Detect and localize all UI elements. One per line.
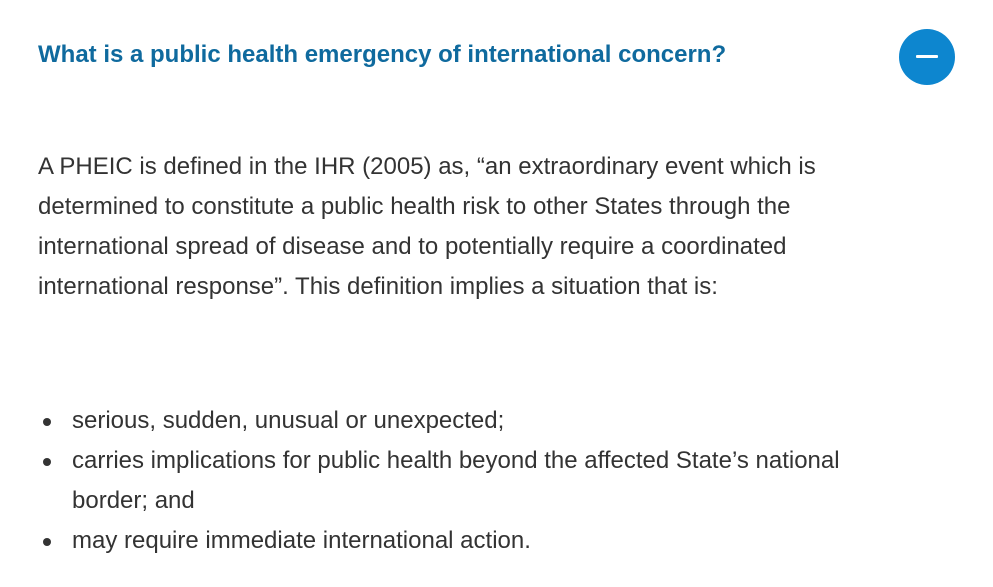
list-item-text: may require immediate international action. [72, 527, 531, 554]
bullet-icon [43, 418, 51, 426]
list-item-text: serious, sudden, unusual or unexpected; [72, 407, 505, 434]
minus-icon [916, 55, 938, 58]
list-item-text: carries implications for public health beyond the affected State’s national border; and [72, 447, 840, 514]
faq-header[interactable] [38, 40, 898, 70]
bullet-icon [43, 538, 51, 546]
bullet-icon [43, 458, 51, 466]
collapse-button[interactable] [899, 29, 955, 85]
answer-paragraph: A PHEIC is defined in the IHR (2005) as, “an extraordinary event which is determined to constitute a public health risk to other States through the international spread of disease and to potentially require a coordinated international response”. This definition implies a situation that is: [38, 153, 816, 300]
criteria-list [38, 401, 868, 561]
list-item [38, 401, 868, 441]
faq-question[interactable]: What is a public health emergency of international concern? [38, 41, 727, 68]
faq-answer [38, 147, 868, 307]
list-item [38, 521, 868, 561]
list-item [38, 441, 868, 521]
